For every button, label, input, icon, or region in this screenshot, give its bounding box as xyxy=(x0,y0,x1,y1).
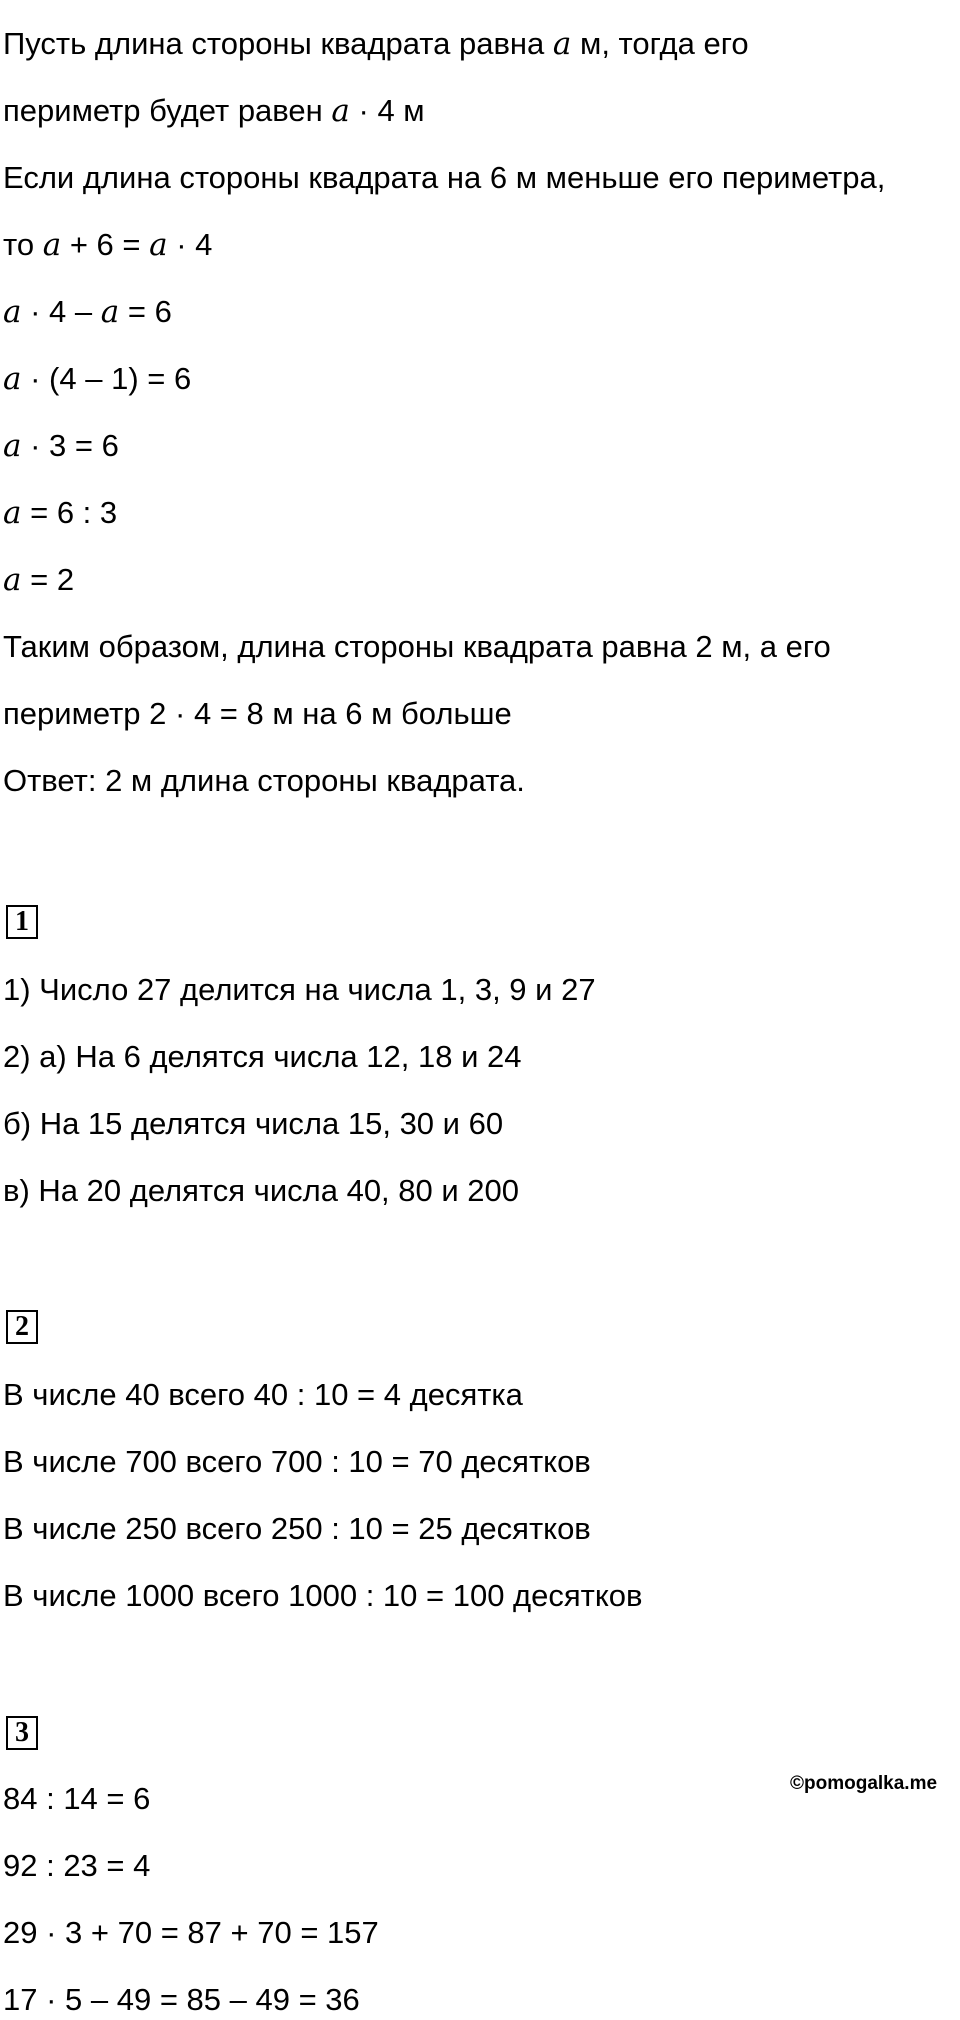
task3-line-2: 92 : 23 = 4 xyxy=(3,1848,151,1883)
task1-line-4: в) На 20 делятся числа 40, 80 и 200 xyxy=(3,1173,520,1208)
answer-text: Ответ: 2 м длина стороны квадрата. xyxy=(3,763,525,798)
equation-line-2 xyxy=(3,359,191,399)
solution-text: Если длина стороны квадрата на 6 м меньше его периметра, xyxy=(3,160,886,195)
conclusion-text: периметр 2 · 4 = 8 м на 6 м больше xyxy=(3,696,512,731)
equation-line-4 xyxy=(3,493,117,533)
equation-text: = 6 xyxy=(127,294,172,329)
solution-text: периметр будет равен xyxy=(3,93,323,128)
watermark: ©pomogalka.me xyxy=(790,1773,938,1794)
variable-a: a xyxy=(42,227,62,263)
task1-line-1: 1) Число 27 делится на числа 1, 3, 9 и 27 xyxy=(3,972,596,1007)
task2-line-2: В числе 700 всего 700 : 10 = 70 десятков xyxy=(3,1444,591,1479)
task3-line-3: 29 · 3 + 70 = 87 + 70 = 157 xyxy=(3,1915,379,1950)
solution-text: м, тогда его xyxy=(580,26,749,61)
variable-a: a xyxy=(331,93,350,129)
conclusion-line-2 xyxy=(3,694,512,734)
task1-line-3: б) На 15 делятся числа 15, 30 и 60 xyxy=(3,1106,504,1141)
task2-line-1: В числе 40 всего 40 : 10 = 4 десятка xyxy=(3,1377,523,1412)
solution-line-1 xyxy=(3,24,749,64)
variable-a: a xyxy=(100,294,120,330)
variable-a: a xyxy=(3,562,22,598)
conclusion-line-1 xyxy=(3,627,831,667)
variable-a: a xyxy=(3,361,22,397)
variable-a: a xyxy=(3,495,22,531)
equation-line-1 xyxy=(3,292,172,332)
equation-text: · (4 – 1) = 6 xyxy=(30,361,192,396)
task2-line-4: В числе 1000 всего 1000 : 10 = 100 десятков xyxy=(3,1578,643,1613)
solution-text: · 4 xyxy=(176,227,213,262)
solution-text: + 6 = xyxy=(69,227,141,262)
task3-line-1: 84 : 14 = 6 xyxy=(3,1781,151,1816)
answer-line xyxy=(3,761,525,801)
equation-line-3 xyxy=(3,426,119,466)
solution-line-4 xyxy=(3,225,212,265)
solution-text: то xyxy=(3,227,35,262)
solution-text: Пусть длина стороны квадрата равна xyxy=(3,26,545,61)
variable-a: a xyxy=(3,428,22,464)
solution-text: · 4 м xyxy=(358,93,425,128)
variable-a: a xyxy=(149,227,168,263)
variable-a: a xyxy=(3,294,22,330)
equation-text: = 6 : 3 xyxy=(30,495,118,530)
equation-line-5 xyxy=(3,560,74,600)
task3-line-4: 17 · 5 – 49 = 85 – 49 = 36 xyxy=(3,1982,360,2017)
solution-line-2 xyxy=(3,91,425,131)
task-number-box-2: 2 xyxy=(6,1310,38,1344)
task1-line-2: 2) а) На 6 делятся числа 12, 18 и 24 xyxy=(3,1039,522,1074)
conclusion-text: Таким образом, длина стороны квадрата равна 2 м, а его xyxy=(3,629,831,664)
equation-text: · 4 – xyxy=(30,294,93,329)
equation-text: = 2 xyxy=(30,562,75,597)
task2-line-3: В числе 250 всего 250 : 10 = 25 десятков xyxy=(3,1511,591,1546)
solution-line-3 xyxy=(3,158,885,198)
equation-text: · 3 = 6 xyxy=(30,428,119,463)
task-number-box-3: 3 xyxy=(6,1716,38,1750)
variable-a: a xyxy=(552,26,572,62)
task-number-box-1: 1 xyxy=(6,905,38,939)
